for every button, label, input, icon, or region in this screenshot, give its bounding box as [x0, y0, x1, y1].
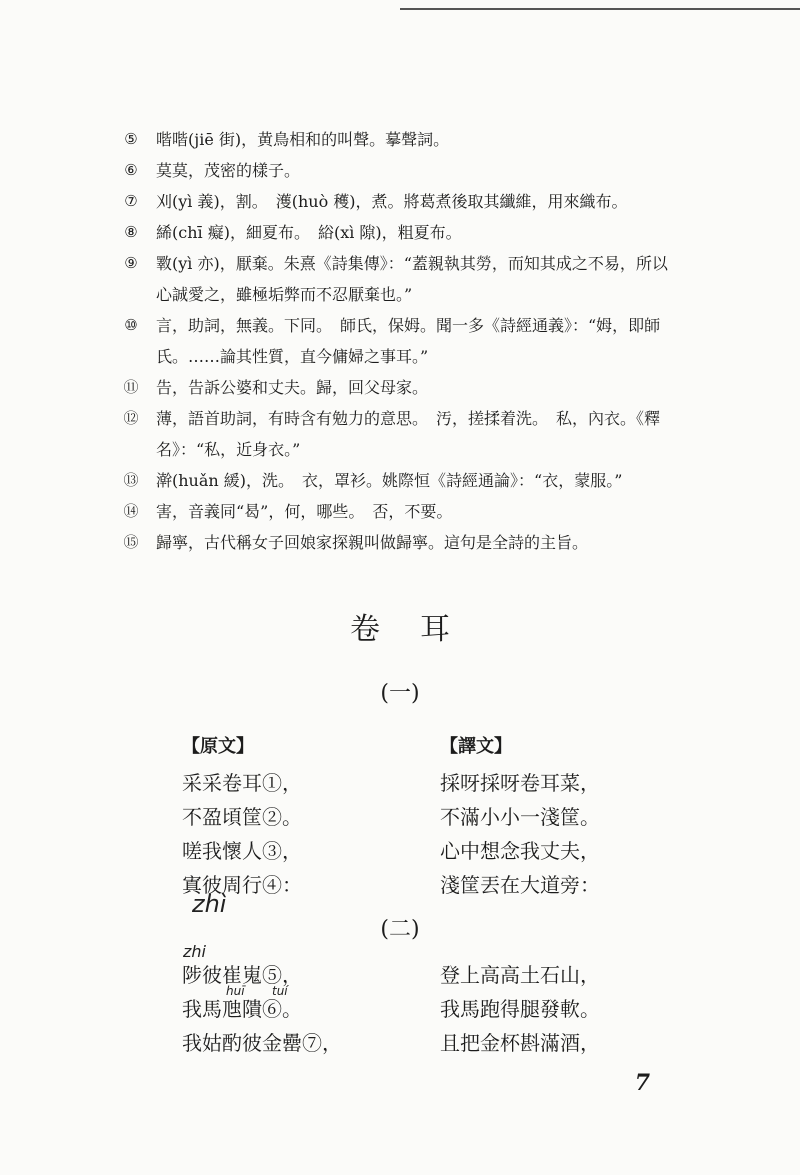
poem-line: 我馬跑得腿發軟。 — [440, 997, 600, 1021]
poem-line: 嗟我懷人③， — [182, 839, 302, 863]
poem-line: 我姑酌彼金罍⑦， — [182, 1031, 342, 1055]
translation-column-2 — [440, 958, 600, 1060]
top-rule — [400, 8, 800, 10]
footnote: ⑧ 絺(chī 癡)，細夏布。 綌(xì 隙)，粗夏布。 — [124, 223, 462, 242]
poem-line: 採呀採呀卷耳菜， — [440, 771, 600, 795]
poem-line: 不盈頃筐②。 — [182, 805, 302, 829]
footnote: ⑤ 喈喈(jiē 街)，黄鳥相和的叫聲。摹聲詞。 — [124, 130, 450, 149]
handwritten-mark-zhi: zhì — [192, 890, 227, 918]
stanza-label-1: (一) — [380, 681, 420, 706]
original-column-1 — [182, 730, 302, 902]
footnote: ⑩ 言，助詞，無義。下同。 師氏，保姆。聞一多《詩經通義》：“姆，即師氏。……論其性質，直今傭婦之事耳。” — [124, 316, 661, 366]
poem-line: 采采卷耳①， — [182, 771, 302, 795]
footnotes — [120, 124, 680, 558]
footnote: ⑬ 澣(huǎn 緩)，洗。 衣，罩衫。姚際恒《詩經通論》：“衣，蒙服。” — [123, 471, 623, 490]
footnote: ⑫ 薄，語首助詞，有時含有勉力的意思。 汚，搓揉着洗。 私，內衣。《釋名》：“私，近身衣。” — [123, 409, 661, 459]
poem-line: 且把金杯斟滿酒， — [440, 1031, 600, 1055]
footnote: ⑨ 斁(yì 亦)，厭棄。朱熹《詩集傳》：“蓋親執其勞，而知其成之不易，所以心誠愛之，雖極垢弊而不忍厭棄也。” — [124, 254, 668, 304]
poem-line: 心中想念我丈夫， — [440, 839, 600, 863]
stanza-label-2: (二) — [380, 917, 420, 942]
footnote: ⑭ 害，音義同“曷”，何，哪些。 否，不要。 — [123, 502, 453, 521]
poem-line: 登上高高土石山， — [440, 963, 600, 987]
poem-line: 淺筐丟在大道旁： — [440, 873, 600, 897]
footnote: ⑦ 刈(yì 義)，割。 濩(huò 穫)，煮。將葛煮後取其纖維，用來織布。 — [124, 192, 628, 211]
footnote: ⑮ 歸寧，古代稱女子回娘家探親叫做歸寧。這句是全詩的主旨。 — [123, 533, 589, 552]
original-column-2 — [182, 958, 342, 1060]
poem-title: 卷耳 — [350, 612, 490, 647]
page-number: 7 — [634, 1070, 650, 1096]
footnote: ⑪ 告，告訴公婆和丈夫。歸，回父母家。 — [123, 378, 429, 397]
handwritten-mark-tui: tuí — [272, 984, 288, 998]
poem-line: 寘彼周行④： — [182, 873, 302, 897]
handwritten-mark-hui: huī — [226, 984, 245, 998]
poem-line: 陟彼崔嵬⑤， — [182, 963, 302, 987]
poem-line: 我馬虺隤⑥。 — [182, 997, 302, 1021]
translation-heading: 【譯文】 — [440, 736, 512, 757]
translation-column-1 — [440, 730, 600, 902]
original-heading: 【原文】 — [182, 736, 254, 757]
handwritten-mark-zhi2: zhi — [183, 942, 206, 961]
footnote: ⑥ 莫莫，茂密的樣子。 — [124, 161, 301, 180]
poem-line: 不滿小小一淺筐。 — [440, 805, 600, 829]
